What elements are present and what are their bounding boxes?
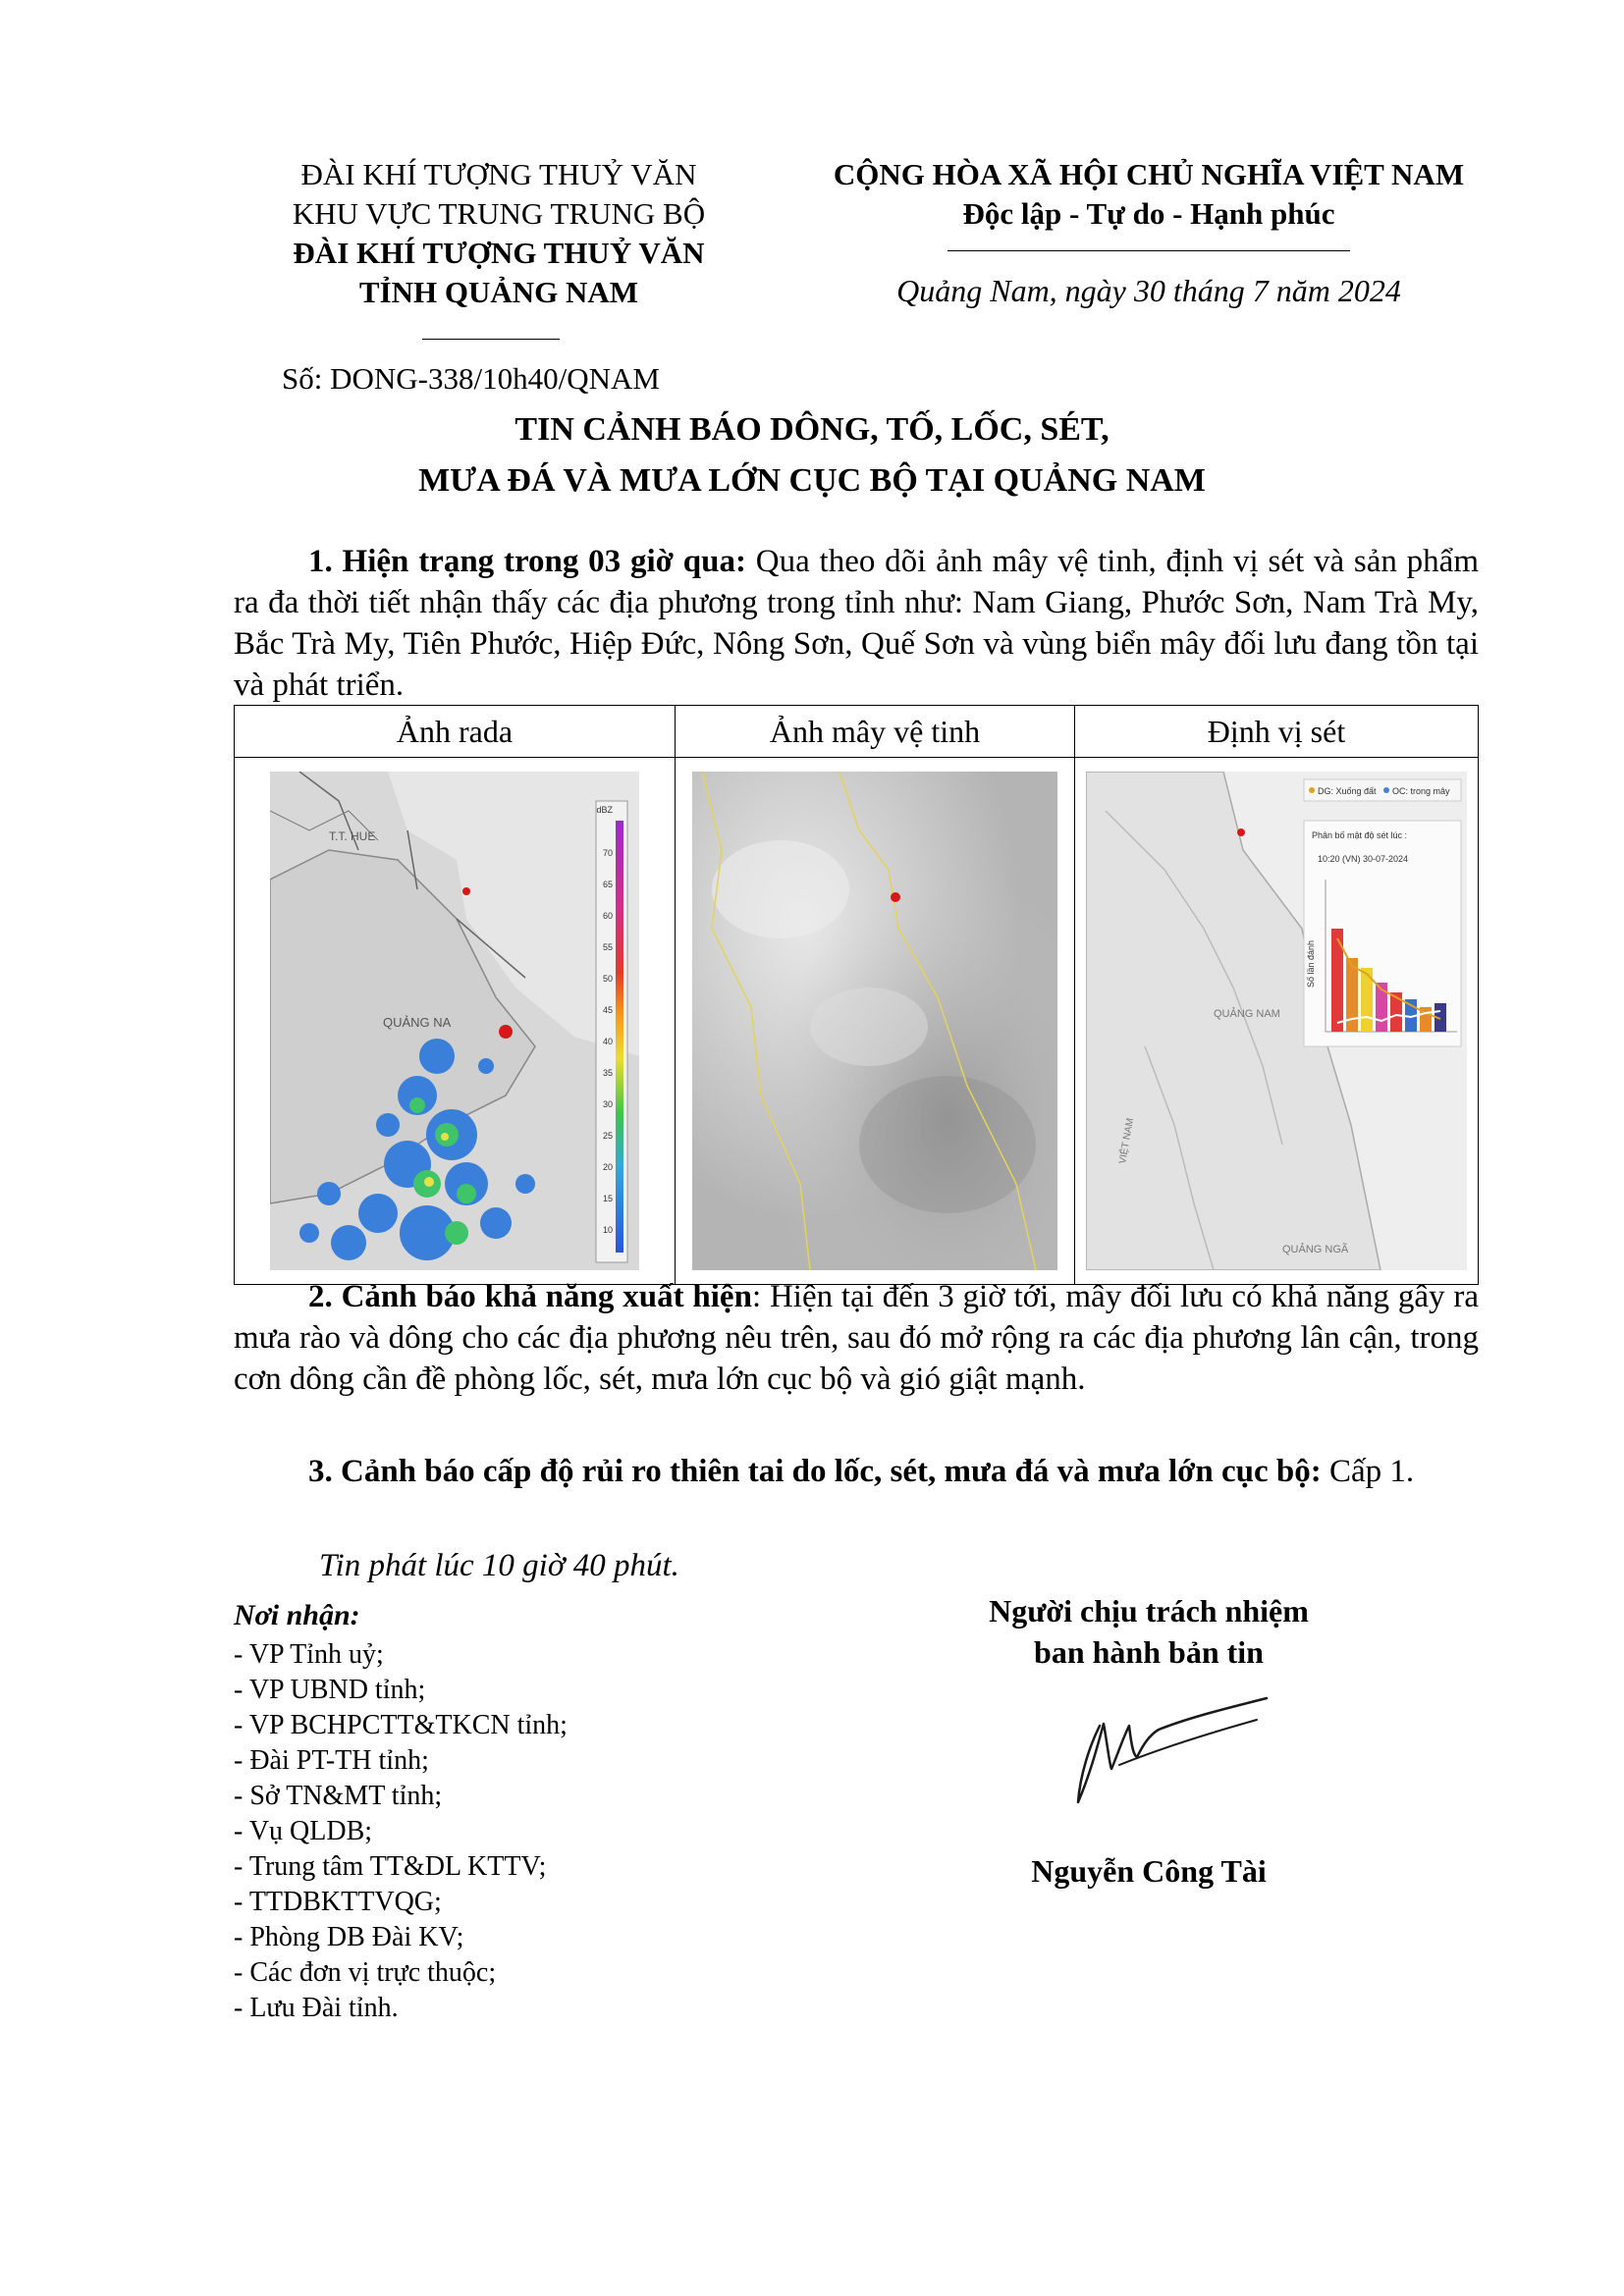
radar-scale-25: 25 (602, 1131, 613, 1141)
satellite-cell (676, 758, 1075, 1285)
doc-title-line-2: MƯA ĐÁ VÀ MƯA LỚN CỤC BỘ TẠI QUẢNG NAM (418, 462, 1206, 499)
radar-scale-70: 70 (602, 848, 613, 858)
doc-title (0, 404, 1624, 507)
issue-date: Quảng Nam, ngày 30 tháng 7 năm 2024 (896, 273, 1401, 308)
radar-image (270, 772, 639, 1270)
doc-number: Số: DONG-338/10h40/QNAM (282, 361, 660, 396)
lightning-header: Định vị sét (1075, 706, 1479, 758)
section-1-text: Qua theo dõi ảnh mây vệ tinh, định vị sét và sản phẩm ra đa thời tiết nhận thấy các địa phương trong tỉnh như: Nam Giang, Phước Sơn, Nam Trà My, Bắc Trà My, Tiên Phước, Hiệp Đức, Nông Sơn, Quế Sơn và vùng biển mây đối lưu đang tồn tại và phát triển. (234, 544, 1479, 703)
recipient-item: - Phòng DB Đài KV; (234, 1922, 464, 1952)
radar-scale-45: 45 (602, 1005, 613, 1015)
radar-scale-30: 30 (602, 1099, 613, 1109)
recipient-item: - Lưu Đài tỉnh. (234, 1993, 399, 2023)
recipient-item: - TTDBKTTVQG; (234, 1887, 442, 1917)
lightning-chart-time: 10:20 (VN) 30-07-2024 (1318, 854, 1409, 864)
national-motto: Độc lập - Tự do - Hạnh phúc (962, 196, 1335, 231)
recipients-head: Nơi nhận: (234, 1599, 360, 1631)
recipient-item: - VP BCHPCTT&TKCN tỉnh; (234, 1710, 568, 1740)
lightning-map-label-3: VIỆT NAM (1117, 1117, 1137, 1165)
radar-cell (235, 758, 676, 1285)
agency-line-4: TỈNH QUẢNG NAM (358, 275, 639, 309)
recipient-item: - Các đơn vị trực thuộc; (234, 1957, 497, 1988)
radar-label-quangnam: QUẢNG NA (383, 1015, 452, 1030)
agency-line-1: ĐÀI KHÍ TƯỢNG THUỶ VĂN (300, 157, 697, 191)
recipient-item: - Sở TN&MT tỉnh; (234, 1781, 443, 1811)
section-1-label: 1. Hiện trạng trong 03 giờ qua: (308, 544, 746, 579)
radar-header: Ảnh rada (235, 706, 676, 758)
section-2-label: 2. Cảnh báo khả năng xuất hiện (308, 1279, 752, 1314)
radar-scale-unit: dBZ (596, 805, 613, 815)
motto-underline (947, 250, 1350, 251)
radar-scale-35: 35 (602, 1068, 613, 1078)
national-header (815, 155, 1483, 234)
signer-title-1: Người chịu trách nhiệm (989, 1593, 1309, 1629)
recipient-item: - Đài PT-TH tỉnh; (234, 1745, 429, 1776)
satellite-header: Ảnh mây vệ tinh (676, 706, 1075, 758)
lightning-map-label-2: QUẢNG NGÃ (1282, 1244, 1349, 1255)
section-3 (234, 1451, 1479, 1492)
agency-line-3: ĐÀI KHÍ TƯỢNG THUỶ VĂN (293, 236, 705, 270)
section-2 (234, 1276, 1479, 1400)
lightning-legend-oc: OC: trong mây (1392, 786, 1450, 796)
radar-scale-60: 60 (602, 911, 613, 921)
recipients (234, 1598, 568, 2026)
lightning-legend-dg: DG: Xuống đất (1318, 786, 1377, 796)
radar-scale-40: 40 (602, 1037, 613, 1046)
lightning-image (1086, 772, 1467, 1270)
agency-line-2: KHU VỰC TRUNG TRUNG BỘ (292, 196, 706, 231)
image-table (234, 705, 1479, 1285)
doc-title-line-1: TIN CẢNH BÁO DÔNG, TỐ, LỐC, SÉT, (514, 411, 1110, 448)
section-2-text: : Hiện tại đến 3 giờ tới, mây đối lưu có khả năng gây ra mưa rào và dông cho các địa phương nêu trên, sau đó mở rộng ra các địa phương lân cận, trong cơn dông cần đề phòng lốc, sét, mưa lớn cục bộ và gió giật mạnh. (234, 1279, 1479, 1397)
section-1 (234, 541, 1479, 706)
radar-scale-55: 55 (602, 942, 613, 952)
issued-time: Tin phát lúc 10 giờ 40 phút. (319, 1548, 679, 1583)
recipient-item: - Trung tâm TT&DL KTTV; (234, 1851, 547, 1882)
radar-scale-20: 20 (602, 1162, 613, 1172)
signer-name: Nguyễn Công Tài (1031, 1853, 1267, 1889)
radar-scale-50: 50 (602, 974, 613, 984)
lightning-chart-ylabel: Số lần đánh (1306, 939, 1316, 988)
lightning-chart-title: Phân bố mật độ sét lúc : (1312, 830, 1408, 840)
signer-title (903, 1590, 1394, 1673)
recipient-item: - Vụ QLDB; (234, 1816, 373, 1846)
section-3-label: 3. Cảnh báo cấp độ rủi ro thiên tai do lốc, sét, mưa đá và mưa lớn cục bộ: (308, 1454, 1322, 1489)
radar-scale-10: 10 (602, 1225, 613, 1235)
agency-header (234, 155, 764, 312)
lightning-map-label-1: QUẢNG NAM (1214, 1008, 1280, 1020)
recipient-item: - VP Tỉnh uỷ; (234, 1639, 384, 1670)
radar-scale-15: 15 (602, 1194, 613, 1203)
lightning-cell (1075, 758, 1479, 1285)
recipient-item: - VP UBND tỉnh; (234, 1675, 426, 1705)
national-line-1: CỘNG HÒA XÃ HỘI CHỦ NGHĨA VIỆT NAM (833, 157, 1465, 191)
agency-underline (422, 339, 560, 340)
satellite-image (692, 772, 1057, 1270)
radar-scale-65: 65 (602, 880, 613, 889)
signature-image (1060, 1686, 1276, 1824)
section-3-text: Cấp 1. (1321, 1454, 1415, 1489)
radar-label-hue: T.T. HUE (329, 829, 376, 843)
signer-title-2: ban hành bản tin (1034, 1634, 1264, 1670)
